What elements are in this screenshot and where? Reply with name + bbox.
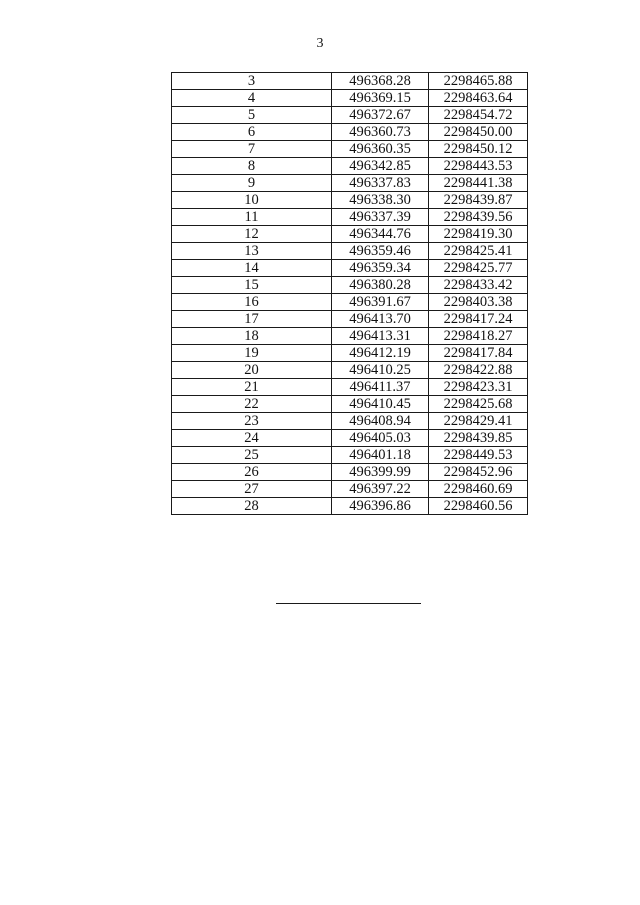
point-number-cell: 20	[172, 362, 332, 379]
x-coordinate-cell: 496369.15	[332, 90, 429, 107]
x-coordinate-cell: 496397.22	[332, 481, 429, 498]
point-number-cell: 9	[172, 175, 332, 192]
y-coordinate-cell: 2298423.31	[429, 379, 528, 396]
x-coordinate-cell: 496413.31	[332, 328, 429, 345]
y-coordinate-cell: 2298417.84	[429, 345, 528, 362]
y-coordinate-cell: 2298449.53	[429, 447, 528, 464]
table-row	[172, 124, 528, 141]
point-number-cell: 23	[172, 413, 332, 430]
x-coordinate-cell: 496337.83	[332, 175, 429, 192]
y-coordinate-cell: 2298419.30	[429, 226, 528, 243]
table-row	[172, 243, 528, 260]
coordinates-table	[171, 72, 528, 515]
x-coordinate-cell: 496410.25	[332, 362, 429, 379]
x-coordinate-cell: 496342.85	[332, 158, 429, 175]
table-row	[172, 379, 528, 396]
x-coordinate-cell: 496372.67	[332, 107, 429, 124]
x-coordinate-cell: 496359.34	[332, 260, 429, 277]
y-coordinate-cell: 2298443.53	[429, 158, 528, 175]
table-row	[172, 294, 528, 311]
table-row	[172, 430, 528, 447]
y-coordinate-cell: 2298460.56	[429, 498, 528, 515]
point-number-cell: 24	[172, 430, 332, 447]
page-number: 3	[316, 36, 324, 51]
table-row	[172, 481, 528, 498]
point-number-cell: 3	[172, 73, 332, 90]
point-number-cell: 4	[172, 90, 332, 107]
y-coordinate-cell: 2298433.42	[429, 277, 528, 294]
y-coordinate-cell: 2298422.88	[429, 362, 528, 379]
y-coordinate-cell: 2298439.85	[429, 430, 528, 447]
y-coordinate-cell: 2298452.96	[429, 464, 528, 481]
point-number-cell: 16	[172, 294, 332, 311]
table-row	[172, 192, 528, 209]
table-row	[172, 277, 528, 294]
table-row	[172, 175, 528, 192]
table-row	[172, 158, 528, 175]
table-row	[172, 90, 528, 107]
y-coordinate-cell: 2298418.27	[429, 328, 528, 345]
y-coordinate-cell: 2298441.38	[429, 175, 528, 192]
x-coordinate-cell: 496360.73	[332, 124, 429, 141]
y-coordinate-cell: 2298463.64	[429, 90, 528, 107]
y-coordinate-cell: 2298417.24	[429, 311, 528, 328]
table-row	[172, 73, 528, 90]
y-coordinate-cell: 2298425.41	[429, 243, 528, 260]
point-number-cell: 5	[172, 107, 332, 124]
point-number-cell: 25	[172, 447, 332, 464]
point-number-cell: 8	[172, 158, 332, 175]
x-coordinate-cell: 496399.99	[332, 464, 429, 481]
table-row	[172, 396, 528, 413]
point-number-cell: 14	[172, 260, 332, 277]
y-coordinate-cell: 2298439.56	[429, 209, 528, 226]
x-coordinate-cell: 496408.94	[332, 413, 429, 430]
x-coordinate-cell: 496338.30	[332, 192, 429, 209]
table-row	[172, 413, 528, 430]
coordinates-table-body	[172, 73, 528, 515]
x-coordinate-cell: 496359.46	[332, 243, 429, 260]
x-coordinate-cell: 496368.28	[332, 73, 429, 90]
table-row	[172, 107, 528, 124]
point-number-cell: 28	[172, 498, 332, 515]
x-coordinate-cell: 496391.67	[332, 294, 429, 311]
x-coordinate-cell: 496412.19	[332, 345, 429, 362]
y-coordinate-cell: 2298460.69	[429, 481, 528, 498]
point-number-cell: 7	[172, 141, 332, 158]
y-coordinate-cell: 2298403.38	[429, 294, 528, 311]
point-number-cell: 12	[172, 226, 332, 243]
point-number-cell: 11	[172, 209, 332, 226]
point-number-cell: 15	[172, 277, 332, 294]
table-row	[172, 311, 528, 328]
table-row	[172, 260, 528, 277]
x-coordinate-cell: 496410.45	[332, 396, 429, 413]
x-coordinate-cell: 496405.03	[332, 430, 429, 447]
table-row	[172, 328, 528, 345]
y-coordinate-cell: 2298465.88	[429, 73, 528, 90]
end-of-document-rule	[276, 603, 421, 604]
x-coordinate-cell: 496411.37	[332, 379, 429, 396]
table-row	[172, 345, 528, 362]
y-coordinate-cell: 2298450.00	[429, 124, 528, 141]
point-number-cell: 17	[172, 311, 332, 328]
point-number-cell: 21	[172, 379, 332, 396]
y-coordinate-cell: 2298439.87	[429, 192, 528, 209]
table-row	[172, 209, 528, 226]
point-number-cell: 27	[172, 481, 332, 498]
table-row	[172, 226, 528, 243]
point-number-cell: 10	[172, 192, 332, 209]
point-number-cell: 18	[172, 328, 332, 345]
table-row	[172, 362, 528, 379]
point-number-cell: 13	[172, 243, 332, 260]
x-coordinate-cell: 496344.76	[332, 226, 429, 243]
point-number-cell: 22	[172, 396, 332, 413]
y-coordinate-cell: 2298454.72	[429, 107, 528, 124]
x-coordinate-cell: 496413.70	[332, 311, 429, 328]
y-coordinate-cell: 2298425.77	[429, 260, 528, 277]
table-row	[172, 447, 528, 464]
x-coordinate-cell: 496337.39	[332, 209, 429, 226]
x-coordinate-cell: 496360.35	[332, 141, 429, 158]
y-coordinate-cell: 2298450.12	[429, 141, 528, 158]
y-coordinate-cell: 2298429.41	[429, 413, 528, 430]
point-number-cell: 19	[172, 345, 332, 362]
table-row	[172, 141, 528, 158]
x-coordinate-cell: 496401.18	[332, 447, 429, 464]
table-row	[172, 498, 528, 515]
point-number-cell: 6	[172, 124, 332, 141]
table-row	[172, 464, 528, 481]
point-number-cell: 26	[172, 464, 332, 481]
x-coordinate-cell: 496396.86	[332, 498, 429, 515]
y-coordinate-cell: 2298425.68	[429, 396, 528, 413]
x-coordinate-cell: 496380.28	[332, 277, 429, 294]
